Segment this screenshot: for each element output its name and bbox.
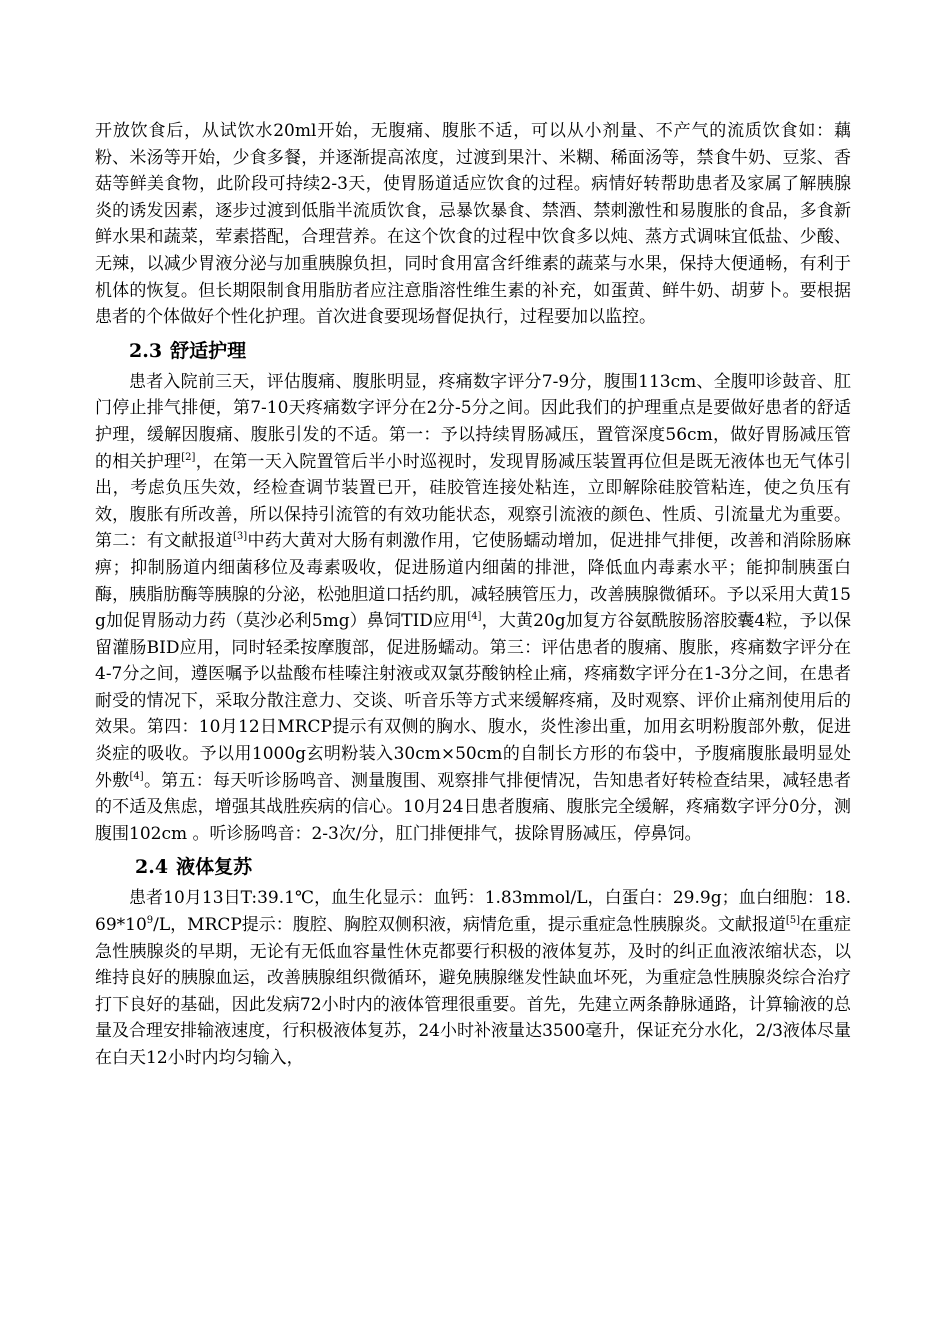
text-run: 患者入院前三天，评估腹痛、腹胀明显，疼痛数字评分7-9分，腹围113cm、全腹叩诊鼓音、肛门停止排气排便，第7-10天疼痛数字评分在2分-5分之间。因此我们的护理重点是要做好患者的舒适护理，缓解因腹痛、腹胀引发的不适。第一：予以持续胃肠减压，置管深度56cm，做好胃肠减压管的相关护理 bbox=[95, 371, 851, 472]
paragraph-fluid-resuscitation bbox=[95, 885, 851, 1071]
text-run: 中药大黄对大肠有刺激作用，它使肠蠕动增加，促进排气排便，改善和消除肠麻痹；抑制肠道内细菌移位及毒素吸收，促进肠道内细菌的排泄，降低血内毒素水平；能抑制胰蛋白酶，胰脂肪酶等胰腺的分泌，松弛胆道口括约肌，减轻胰管压力，改善胰腺微循环。予以采用大黄15g加促胃肠动力药（莫沙必利5mg）鼻饲TID应用 bbox=[95, 531, 851, 632]
text-run: ，大黄20g加复方谷氨酰胺肠溶胶囊4粒，予以保留灌肠BID应用，同时轻柔按摩腹部，促进肠蠕动。第三：评估患者的腹痛、腹胀，疼痛数字评分在4-7分之间，遵医嘱予以盐酸布桂嗪注射液或双氯芬酸钠栓止痛，疼痛数字评分在1-3分之间，在患者耐受的情况下，采取分散注意力、交谈、听音乐等方式来缓解疼痛，及时观察、评价止痛剂使用后的效果。第四：10月12日MRCP提示有双侧的胸水、腹水，炎性渗出重，加用玄明粉腹部外敷，促进炎症的吸收。予以用1000g玄明粉装入30cm×50cm的自制长方形的布袋中，予腹痛腹胀最明显处外敷 bbox=[95, 611, 851, 791]
citation-ref: [5] bbox=[785, 915, 800, 927]
section-number: 2.4 bbox=[135, 856, 169, 879]
section-title: 液体复苏 bbox=[176, 856, 253, 879]
citation-ref: [4] bbox=[467, 611, 482, 623]
document-page bbox=[95, 118, 851, 1072]
citation-ref: [3] bbox=[233, 531, 248, 543]
section-title: 舒适护理 bbox=[170, 339, 247, 362]
citation-ref: [4] bbox=[129, 770, 144, 782]
text-run: 在重症急性胰腺炎的早期，无论有无低血容量性休克都要行积极的液体复苏，及时的纠正血液浓缩状态，以维持良好的胰腺血运，改善胰腺组织微循环，避免胰腺继发性缺血坏死，为重症急性胰腺炎综合治疗打下良好的基础，因此发病72小时内的液体管理很重要。首先，先建立两条静脉通路，计算输液的总量及合理安排输液速度，行积极液体复苏，24小时补液量达3500毫升，保证充分水化，2/3液体尽量在白天12小时内均匀输入， bbox=[95, 915, 852, 1068]
text-run: ，在第一天入院置管后半小时巡视时，发现胃肠减压装置再位但是既无液体也无气体引出，考虑负压失效，经检查调节装置已开，硅胶管连接处粘连，立即解除硅胶管粘连，使之负压有效，腹胀有所改善，所以保持引流管的有效功能状态，观察引流液的颜色、性质、引流量尤为重要。第二：有文献报道 bbox=[95, 451, 852, 552]
paragraph-diet: 开放饮食后，从试饮水20ml开始，无腹痛、腹胀不适，可以从小剂量、不产气的流质饮食如：藕粉、米汤等开始，少食多餐，并逐渐提高浓度，过渡到果汁、米糊、稀面汤等，禁食牛奶、豆浆、香菇等鲜美食物，此阶段可持续2-3天，使胃肠道适应饮食的过程。病情好转帮助患者及家属了解胰腺炎的诱发因素，逐步过渡到低脂半流质饮食，忌暴饮暴食、禁酒、禁刺激性和易腹胀的食品，多食新鲜水果和蔬菜，荤素搭配，合理营养。在这个饮食的过程中饮食多以炖、蒸方式调味宜低盐、少酸、无辣，以减少胃液分泌与加重胰腺负担，同时食用富含纤维素的蔬菜与水果，保持大便通畅，有利于机体的恢复。但长期限制食用脂肪者应注意脂溶性维生素的补充，如蛋黄、鲜牛奶、胡萝卜。要根据患者的个体做好个性化护理。首次进食要现场督促执行，过程要加以监控。 bbox=[95, 121, 851, 328]
section-heading-2-3 bbox=[95, 337, 851, 365]
text-run: 。第五：每天听诊肠鸣音、测量腹围、观察排气排便情况，告知患者好转检查结果，减轻患者的不适及焦虑，增强其战胜疾病的信心。10月24日患者腹痛、腹胀完全缓解，疼痛数字评分0分，测腹围102cm 。听诊肠鸣音：2-3次/分，肛门排便排气，拔除胃肠减压，停鼻饲。 bbox=[95, 770, 852, 844]
paragraph-comfort-care bbox=[95, 369, 851, 848]
citation-ref: [2] bbox=[181, 451, 196, 463]
text-run: 患者10月13日T:39.1℃，血生化显示：血钙：1.83mmol/L，白蛋白：29.9g；血白细胞：18.69*10 bbox=[95, 888, 851, 936]
text-run: /L，MRCP提示：腹腔、胸腔双侧积液，病情危重，提示重症急性胰腺炎。文献报道 bbox=[153, 915, 786, 936]
section-heading-2-4 bbox=[95, 853, 851, 881]
superscript-exponent: 9 bbox=[146, 915, 154, 927]
section-number: 2.3 bbox=[129, 339, 163, 362]
